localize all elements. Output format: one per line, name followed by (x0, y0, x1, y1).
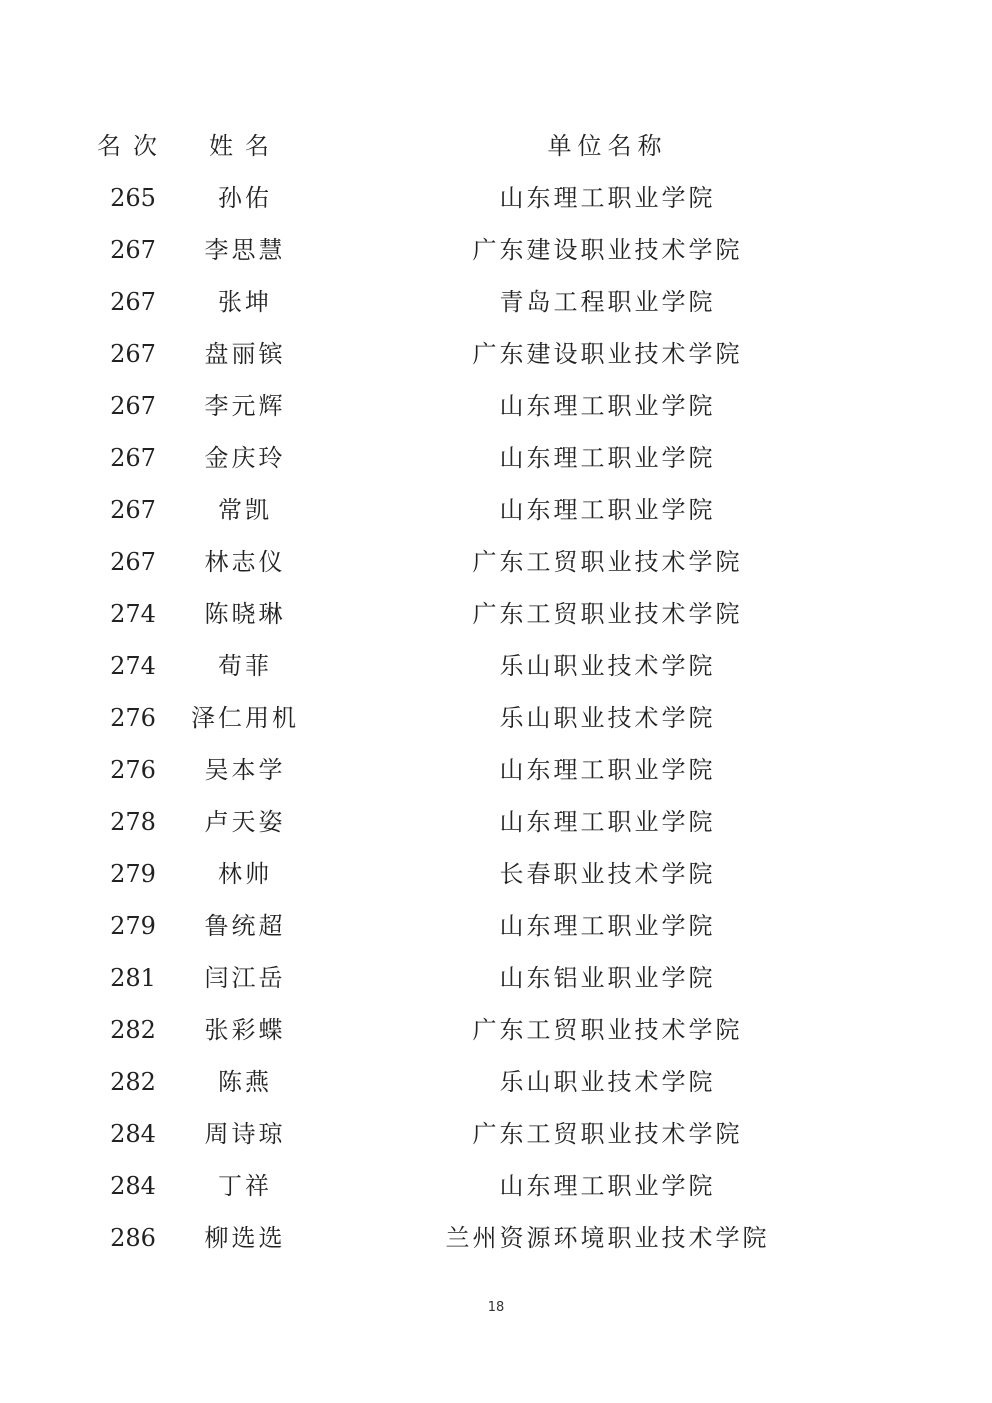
rank-cell: 274 (110, 600, 156, 628)
table-row (0, 900, 992, 952)
unit-cell: 兰州资源环境职业技术学院 (445, 1224, 770, 1252)
ranking-table (0, 120, 992, 1264)
unit-cell: 山东理工职业学院 (499, 392, 716, 420)
name-cell: 柳选选 (204, 1224, 286, 1252)
name-cell: 常凯 (218, 496, 272, 524)
name-cell: 孙佑 (218, 184, 272, 212)
rank-cell: 284 (110, 1172, 156, 1200)
name-cell: 泽仁用机 (191, 704, 299, 732)
rank-cell: 282 (110, 1068, 156, 1096)
table-row (0, 588, 992, 640)
unit-cell: 乐山职业技术学院 (499, 704, 716, 732)
rank-cell: 279 (110, 912, 156, 940)
page-number: 18 (487, 1300, 505, 1315)
rank-cell: 282 (110, 1016, 156, 1044)
rank-cell: 267 (110, 496, 156, 524)
unit-cell: 广东建设职业技术学院 (472, 236, 743, 264)
table-header-row (0, 120, 992, 172)
unit-cell: 青岛工程职业学院 (499, 288, 716, 316)
name-cell: 吴本学 (204, 756, 286, 784)
table-row (0, 172, 992, 224)
rank-cell: 281 (110, 964, 156, 992)
name-cell: 丁祥 (218, 1172, 272, 1200)
name-cell: 林志仪 (204, 548, 286, 576)
name-cell: 李元辉 (204, 392, 286, 420)
unit-cell: 山东理工职业学院 (499, 1172, 716, 1200)
unit-cell: 广东工贸职业技术学院 (472, 600, 743, 628)
unit-cell: 山东理工职业学院 (499, 756, 716, 784)
unit-cell: 广东工贸职业技术学院 (472, 1016, 743, 1044)
table-row (0, 380, 992, 432)
rank-cell: 267 (110, 392, 156, 420)
table-body (0, 172, 992, 1264)
unit-cell: 山东铝业职业学院 (499, 964, 716, 992)
rank-cell: 279 (110, 860, 156, 888)
table-row (0, 848, 992, 900)
rank-cell: 267 (110, 340, 156, 368)
name-cell: 周诗琼 (204, 1120, 286, 1148)
unit-cell: 长春职业技术学院 (499, 860, 716, 888)
table-row (0, 640, 992, 692)
name-cell: 荀菲 (218, 652, 272, 680)
name-cell: 卢天姿 (204, 808, 286, 836)
unit-cell: 广东工贸职业技术学院 (472, 1120, 743, 1148)
name-cell: 鲁统超 (204, 912, 286, 940)
rank-cell: 267 (110, 444, 156, 472)
rank-cell: 267 (110, 548, 156, 576)
table-row (0, 536, 992, 588)
rank-cell: 267 (110, 236, 156, 264)
unit-cell: 乐山职业技术学院 (499, 1068, 716, 1096)
unit-cell: 乐山职业技术学院 (499, 652, 716, 680)
unit-cell: 山东理工职业学院 (499, 496, 716, 524)
name-cell: 盘丽镔 (204, 340, 286, 368)
table-row (0, 1212, 992, 1264)
name-cell: 张彩蝶 (204, 1016, 286, 1044)
unit-cell: 山东理工职业学院 (499, 184, 716, 212)
table-row (0, 432, 992, 484)
name-cell: 陈燕 (218, 1068, 272, 1096)
rank-cell: 286 (110, 1224, 156, 1252)
table-row (0, 1004, 992, 1056)
unit-cell: 山东理工职业学院 (499, 808, 716, 836)
rank-cell: 278 (110, 808, 156, 836)
table-row (0, 276, 992, 328)
table-row (0, 484, 992, 536)
name-cell: 张坤 (218, 288, 272, 316)
header-name: 姓名 (209, 132, 281, 160)
rank-cell: 274 (110, 652, 156, 680)
header-unit: 单位名称 (547, 132, 668, 160)
rank-cell: 267 (110, 288, 156, 316)
name-cell: 闫江岳 (204, 964, 286, 992)
table-row (0, 1056, 992, 1108)
rank-cell: 276 (110, 704, 156, 732)
table-row (0, 952, 992, 1004)
name-cell: 李思慧 (204, 236, 286, 264)
unit-cell: 广东建设职业技术学院 (472, 340, 743, 368)
table-row (0, 744, 992, 796)
table-row (0, 1108, 992, 1160)
rank-cell: 265 (110, 184, 156, 212)
name-cell: 林帅 (218, 860, 272, 888)
table-row (0, 328, 992, 380)
table-row (0, 796, 992, 848)
header-rank: 名次 (97, 132, 169, 160)
rank-cell: 284 (110, 1120, 156, 1148)
rank-cell: 276 (110, 756, 156, 784)
unit-cell: 山东理工职业学院 (499, 444, 716, 472)
table-row (0, 224, 992, 276)
table-row (0, 1160, 992, 1212)
name-cell: 金庆玲 (204, 444, 286, 472)
name-cell: 陈晓琳 (204, 600, 286, 628)
unit-cell: 山东理工职业学院 (499, 912, 716, 940)
table-row (0, 692, 992, 744)
unit-cell: 广东工贸职业技术学院 (472, 548, 743, 576)
